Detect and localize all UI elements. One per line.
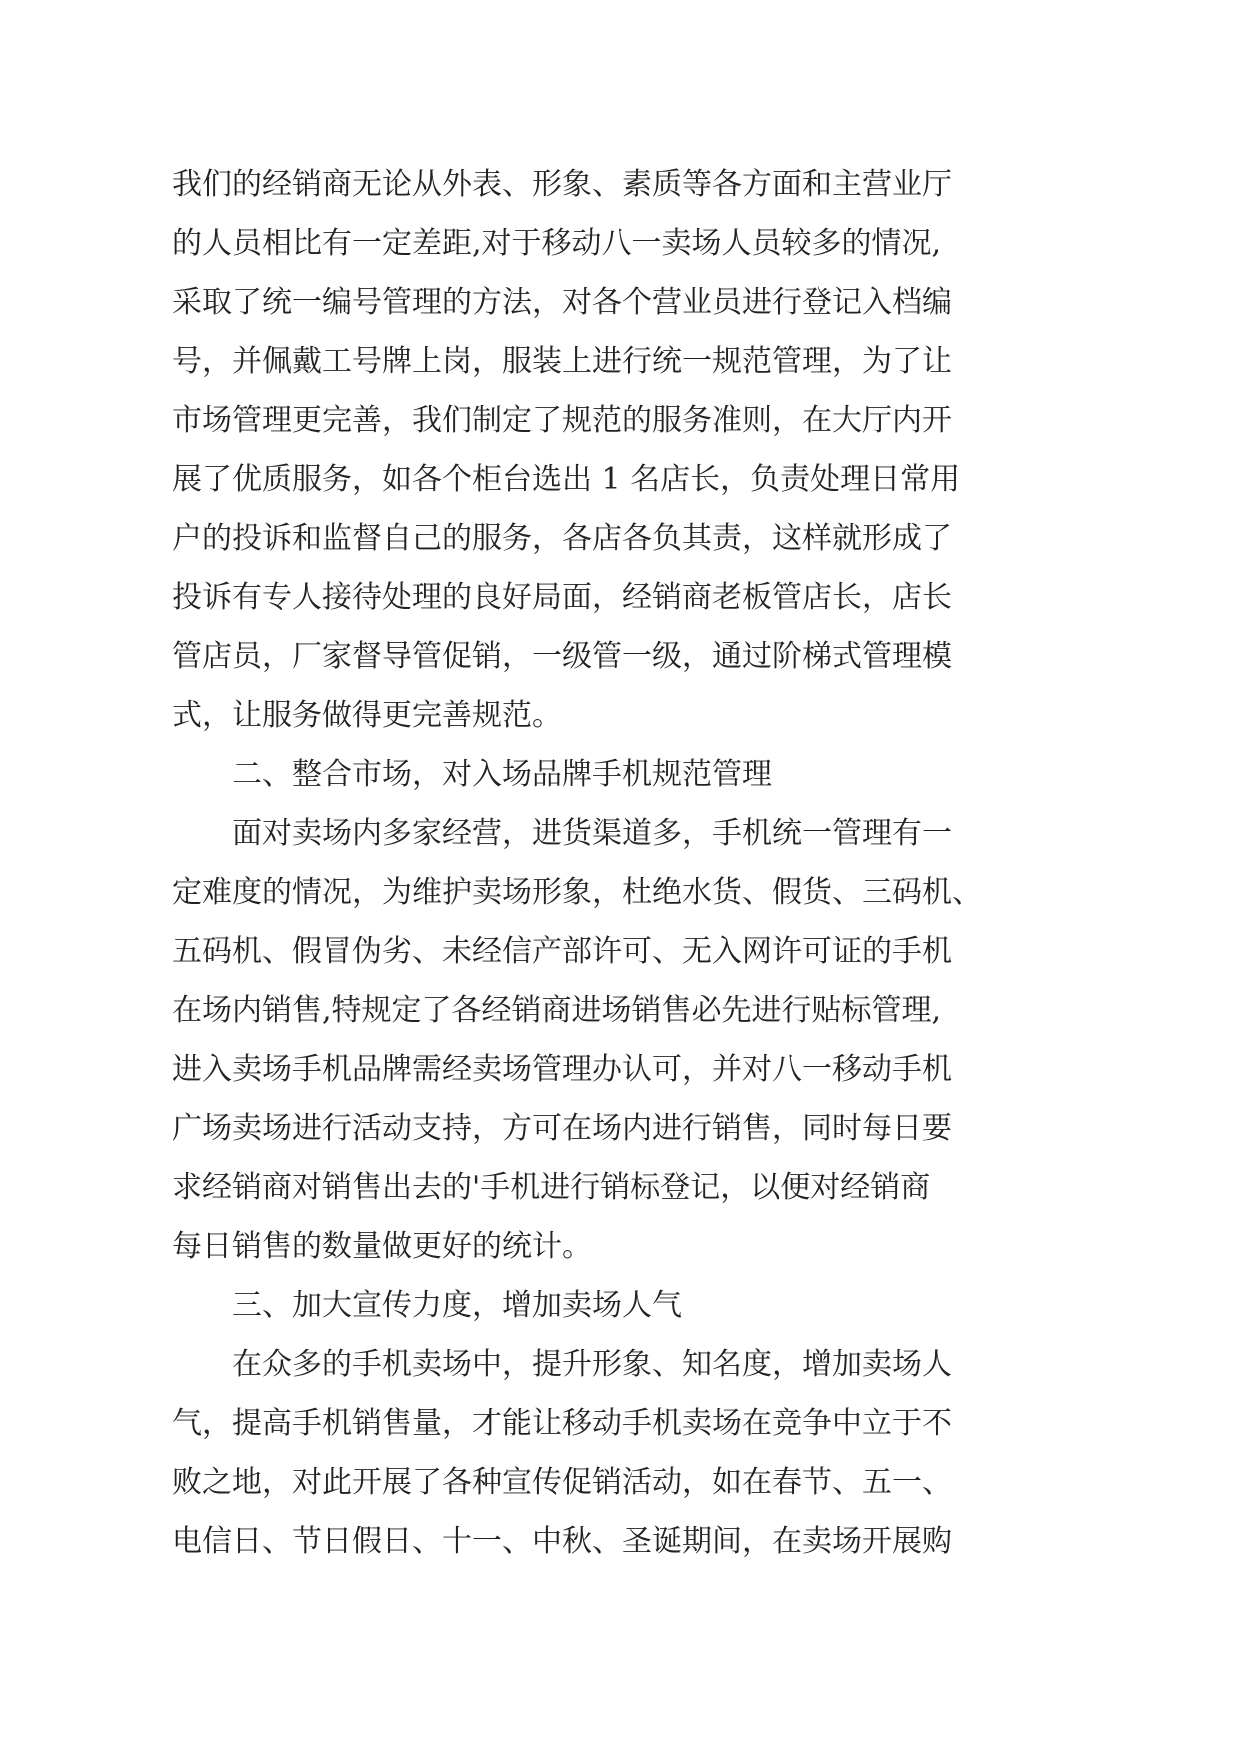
text-line: 的人员相比有一定差距,对于移动八一卖场人员较多的情况, [172,226,942,261]
text-line: 管店员，厂家督导管促销，一级管一级，通过阶梯式管理模 [172,639,952,674]
text-line: 每日销售的数量做更好的统计。 [172,1229,592,1264]
text-line: 电信日、节日假日、十一、中秋、圣诞期间，在卖场开展购 [172,1524,952,1559]
text-line: 式，让服务做得更完善规范。 [172,698,562,733]
text-line: 我们的经销商无论从外表、形象、素质等各方面和主营业厅 [172,167,952,202]
text-line: 定难度的情况，为维护卖场形象，杜绝水货、假货、三码机、 [172,875,982,910]
text-line: 市场管理更完善，我们制定了规范的服务准则，在大厅内开 [172,403,952,438]
text-line: 败之地，对此开展了各种宣传促销活动，如在春节、五一、 [172,1465,952,1500]
text-line: 进入卖场手机品牌需经卖场管理办认可，并对八一移动手机 [172,1052,952,1087]
text-line: 五码机、假冒伪劣、未经信产部许可、无入网许可证的手机 [172,934,952,969]
section-heading: 二、整合市场，对入场品牌手机规范管理 [232,757,772,792]
text-line: 气，提高手机销售量，才能让移动手机卖场在竞争中立于不 [172,1406,952,1441]
text-line: 广场卖场进行活动支持，方可在场内进行销售，同时每日要 [172,1111,952,1146]
text-line: 求经销商对销售出去的'手机进行销标登记，以便对经销商 [172,1170,931,1205]
section-heading: 三、加大宣传力度，增加卖场人气 [232,1288,682,1323]
text-line: 采取了统一编号管理的方法，对各个营业员进行登记入档编 [172,285,952,320]
text-line: 面对卖场内多家经营，进货渠道多，手机统一管理有一 [232,816,952,851]
text-line: 在众多的手机卖场中，提升形象、知名度，增加卖场人 [232,1347,952,1382]
text-line: 展了优质服务，如各个柜台选出 1 名店长，负责处理日常用 [172,462,961,497]
text-line: 户的投诉和监督自己的服务，各店各负其责，这样就形成了 [172,521,952,556]
text-line: 在场内销售,特规定了各经销商进场销售必先进行贴标管理, [172,993,942,1028]
text-line: 投诉有专人接待处理的良好局面，经销商老板管店长，店长 [172,580,952,615]
text-line: 号，并佩戴工号牌上岗，服装上进行统一规范管理，为了让 [172,344,952,379]
